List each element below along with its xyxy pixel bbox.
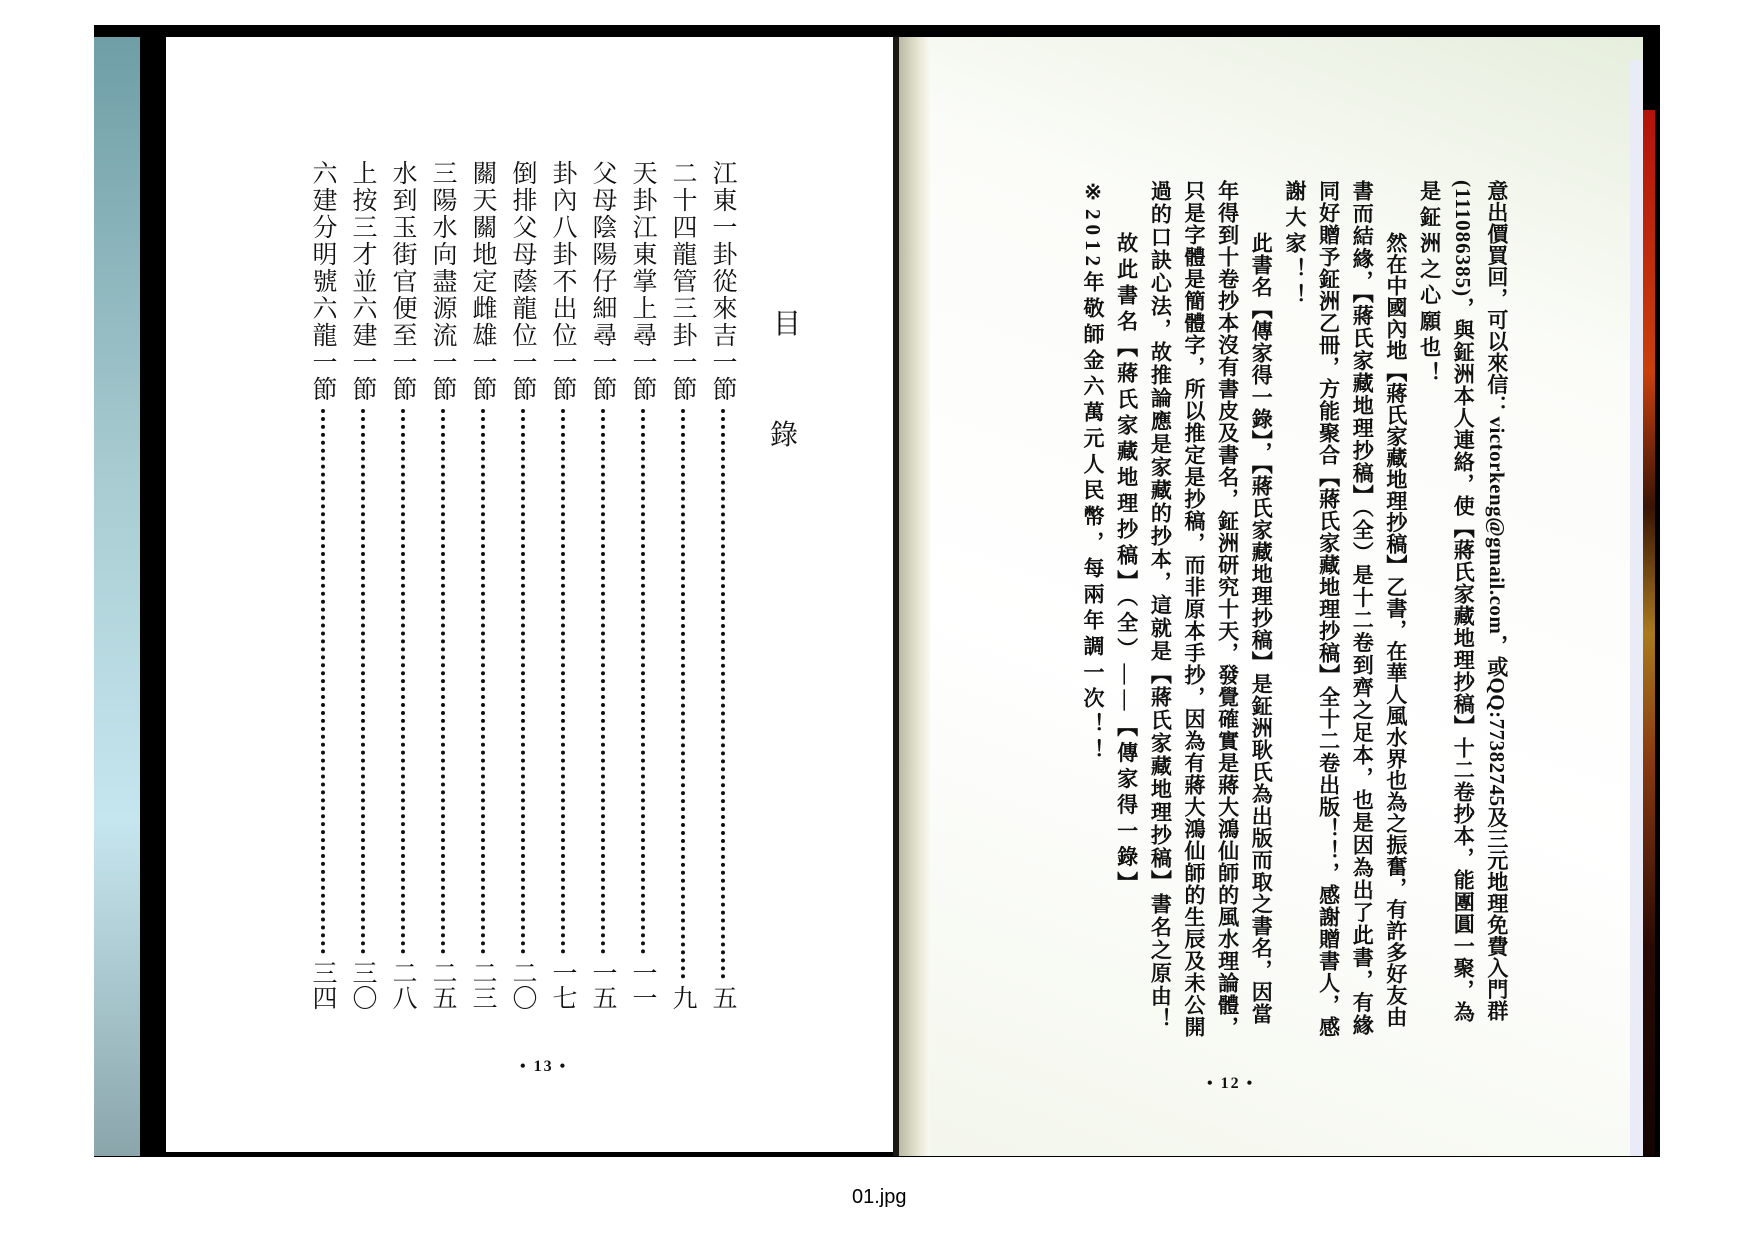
page-number-right: • 12 • xyxy=(1207,1075,1255,1092)
toc-entry-title: 上按三才並六建一節 xyxy=(349,160,376,403)
toc-entry-title: 倒排父母蔭龍位一節 xyxy=(509,160,536,403)
toc-entry-title: 卦內八卦不出位一節 xyxy=(549,160,576,403)
toc-entry-title: 天卦江東掌上尋一節 xyxy=(629,160,656,403)
text-column: ※2012年敬師金六萬元人民幣，每兩年調一次！！ xyxy=(1081,180,1105,765)
dotted-leader xyxy=(561,409,565,954)
toc-entry-page: 二三 xyxy=(469,960,496,1010)
text-column: (111086385)，與鉦洲本人連絡，使【蔣氏家藏地理抄稿】十二卷抄本，能團圓一聚，為 xyxy=(1451,180,1476,1024)
toc-entry xyxy=(309,160,336,1010)
text-column: 是鉦洲之心願也！ xyxy=(1417,180,1442,388)
text-column: 謝大家！！ xyxy=(1282,180,1307,310)
toc-entry-page: 三四 xyxy=(309,960,336,1010)
toc-entry-title: 關天關地定雌雄一節 xyxy=(469,160,496,403)
toc-entry-title: 水到玉街官便至一節 xyxy=(389,160,416,403)
toc-entry-title: 江東一卦從來吉一節 xyxy=(709,160,736,403)
text-column: 此書名【傳家得一錄】，【蔣氏家藏地理抄稿】是鉦洲耿氏為出版而取之書名，因當 xyxy=(1249,232,1274,1025)
toc-entry-page: 二〇 xyxy=(509,960,536,1010)
dotted-leader xyxy=(321,409,325,954)
text-column: 過的口訣心法，故推論應是家藏的抄本，這就是【蔣氏家藏地理抄稿】書名之原由！ xyxy=(1148,180,1173,1031)
toc-entry-title: 二十四龍管三卦一節 xyxy=(669,160,696,403)
toc-entry-title: 六建分明號六龍一節 xyxy=(309,160,336,403)
dotted-leader xyxy=(721,409,725,979)
scanner-edge xyxy=(94,37,140,1156)
toc-entry xyxy=(349,160,376,1010)
toc-entry xyxy=(509,160,536,1010)
image-caption: 01.jpg xyxy=(852,1186,907,1208)
dotted-leader xyxy=(361,409,365,954)
toc-entry xyxy=(429,160,456,1010)
text-column: 年得到十卷抄本沒有書皮及書名，鉦洲研究十天，發覺確實是蔣大鴻仙師的風水理論體， xyxy=(1215,180,1240,1038)
toc-title-char-2: 錄 xyxy=(770,420,799,451)
toc-entry-page: 三〇 xyxy=(349,960,376,1010)
toc-entry xyxy=(549,160,576,1010)
toc-entry-page: 九 xyxy=(669,985,696,1010)
toc-entry-page: 五 xyxy=(709,985,736,1010)
page-edge xyxy=(1630,60,1643,1156)
text-column: 然在中國內地【蔣氏家藏地理抄稿】乙書，在華人風水界也為之振奮，有許多好友由 xyxy=(1383,232,1408,1028)
toc-entry xyxy=(589,160,616,1010)
toc-entry xyxy=(709,160,736,1010)
dotted-leader xyxy=(521,409,525,954)
dotted-leader xyxy=(641,409,645,954)
text-column: 意出價買回，可以來信：victorkeng@gmail.com，或QQ:77382745及三元地理免費入門群 xyxy=(1484,180,1509,1022)
toc-entry-page: 一七 xyxy=(549,960,576,1010)
dotted-leader xyxy=(401,409,405,954)
toc-title-char-1: 目 xyxy=(773,309,802,340)
table-of-contents xyxy=(296,160,736,1010)
dotted-leader xyxy=(441,409,445,954)
toc-entry-page: 二五 xyxy=(429,960,456,1010)
toc-entry xyxy=(469,160,496,1010)
page-number-left: • 13 • xyxy=(520,1058,568,1075)
dotted-leader xyxy=(681,409,685,979)
gutter-shadow xyxy=(899,37,931,1156)
toc-entry-page: 二八 xyxy=(389,960,416,1010)
book-cover-edge xyxy=(1643,110,1655,1156)
text-column: 只是字體是簡體字，所以推定是抄稿，而非原本手抄，因為有蔣大鴻仙師的生辰及未公開 xyxy=(1181,180,1206,1038)
preface-text xyxy=(1080,180,1510,1040)
toc-entry-page: 一五 xyxy=(589,960,616,1010)
toc-entry xyxy=(669,160,696,1010)
text-column: 故此書名【蔣氏家藏地理抄稿】（全）——【傳家得一錄】 xyxy=(1114,232,1139,898)
toc-entry-page: 一一 xyxy=(629,960,656,1010)
text-column: 同好贈予鉦洲乙冊，方能聚合【蔣氏家藏地理抄稿】全十二卷出版！！，感謝贈書人，感 xyxy=(1316,180,1341,1038)
toc-entry-title: 三陽水向盡源流一節 xyxy=(429,160,456,403)
dotted-leader xyxy=(481,409,485,954)
text-column: 書而結緣，【蔣氏家藏地理抄稿】（全）是十二卷到齊之足本，也是因為出了此書，有緣 xyxy=(1350,180,1375,1037)
toc-entry xyxy=(389,160,416,1010)
toc-entry xyxy=(629,160,656,1010)
toc-entry-title: 父母陰陽仔細尋一節 xyxy=(589,160,616,403)
dotted-leader xyxy=(601,409,605,954)
